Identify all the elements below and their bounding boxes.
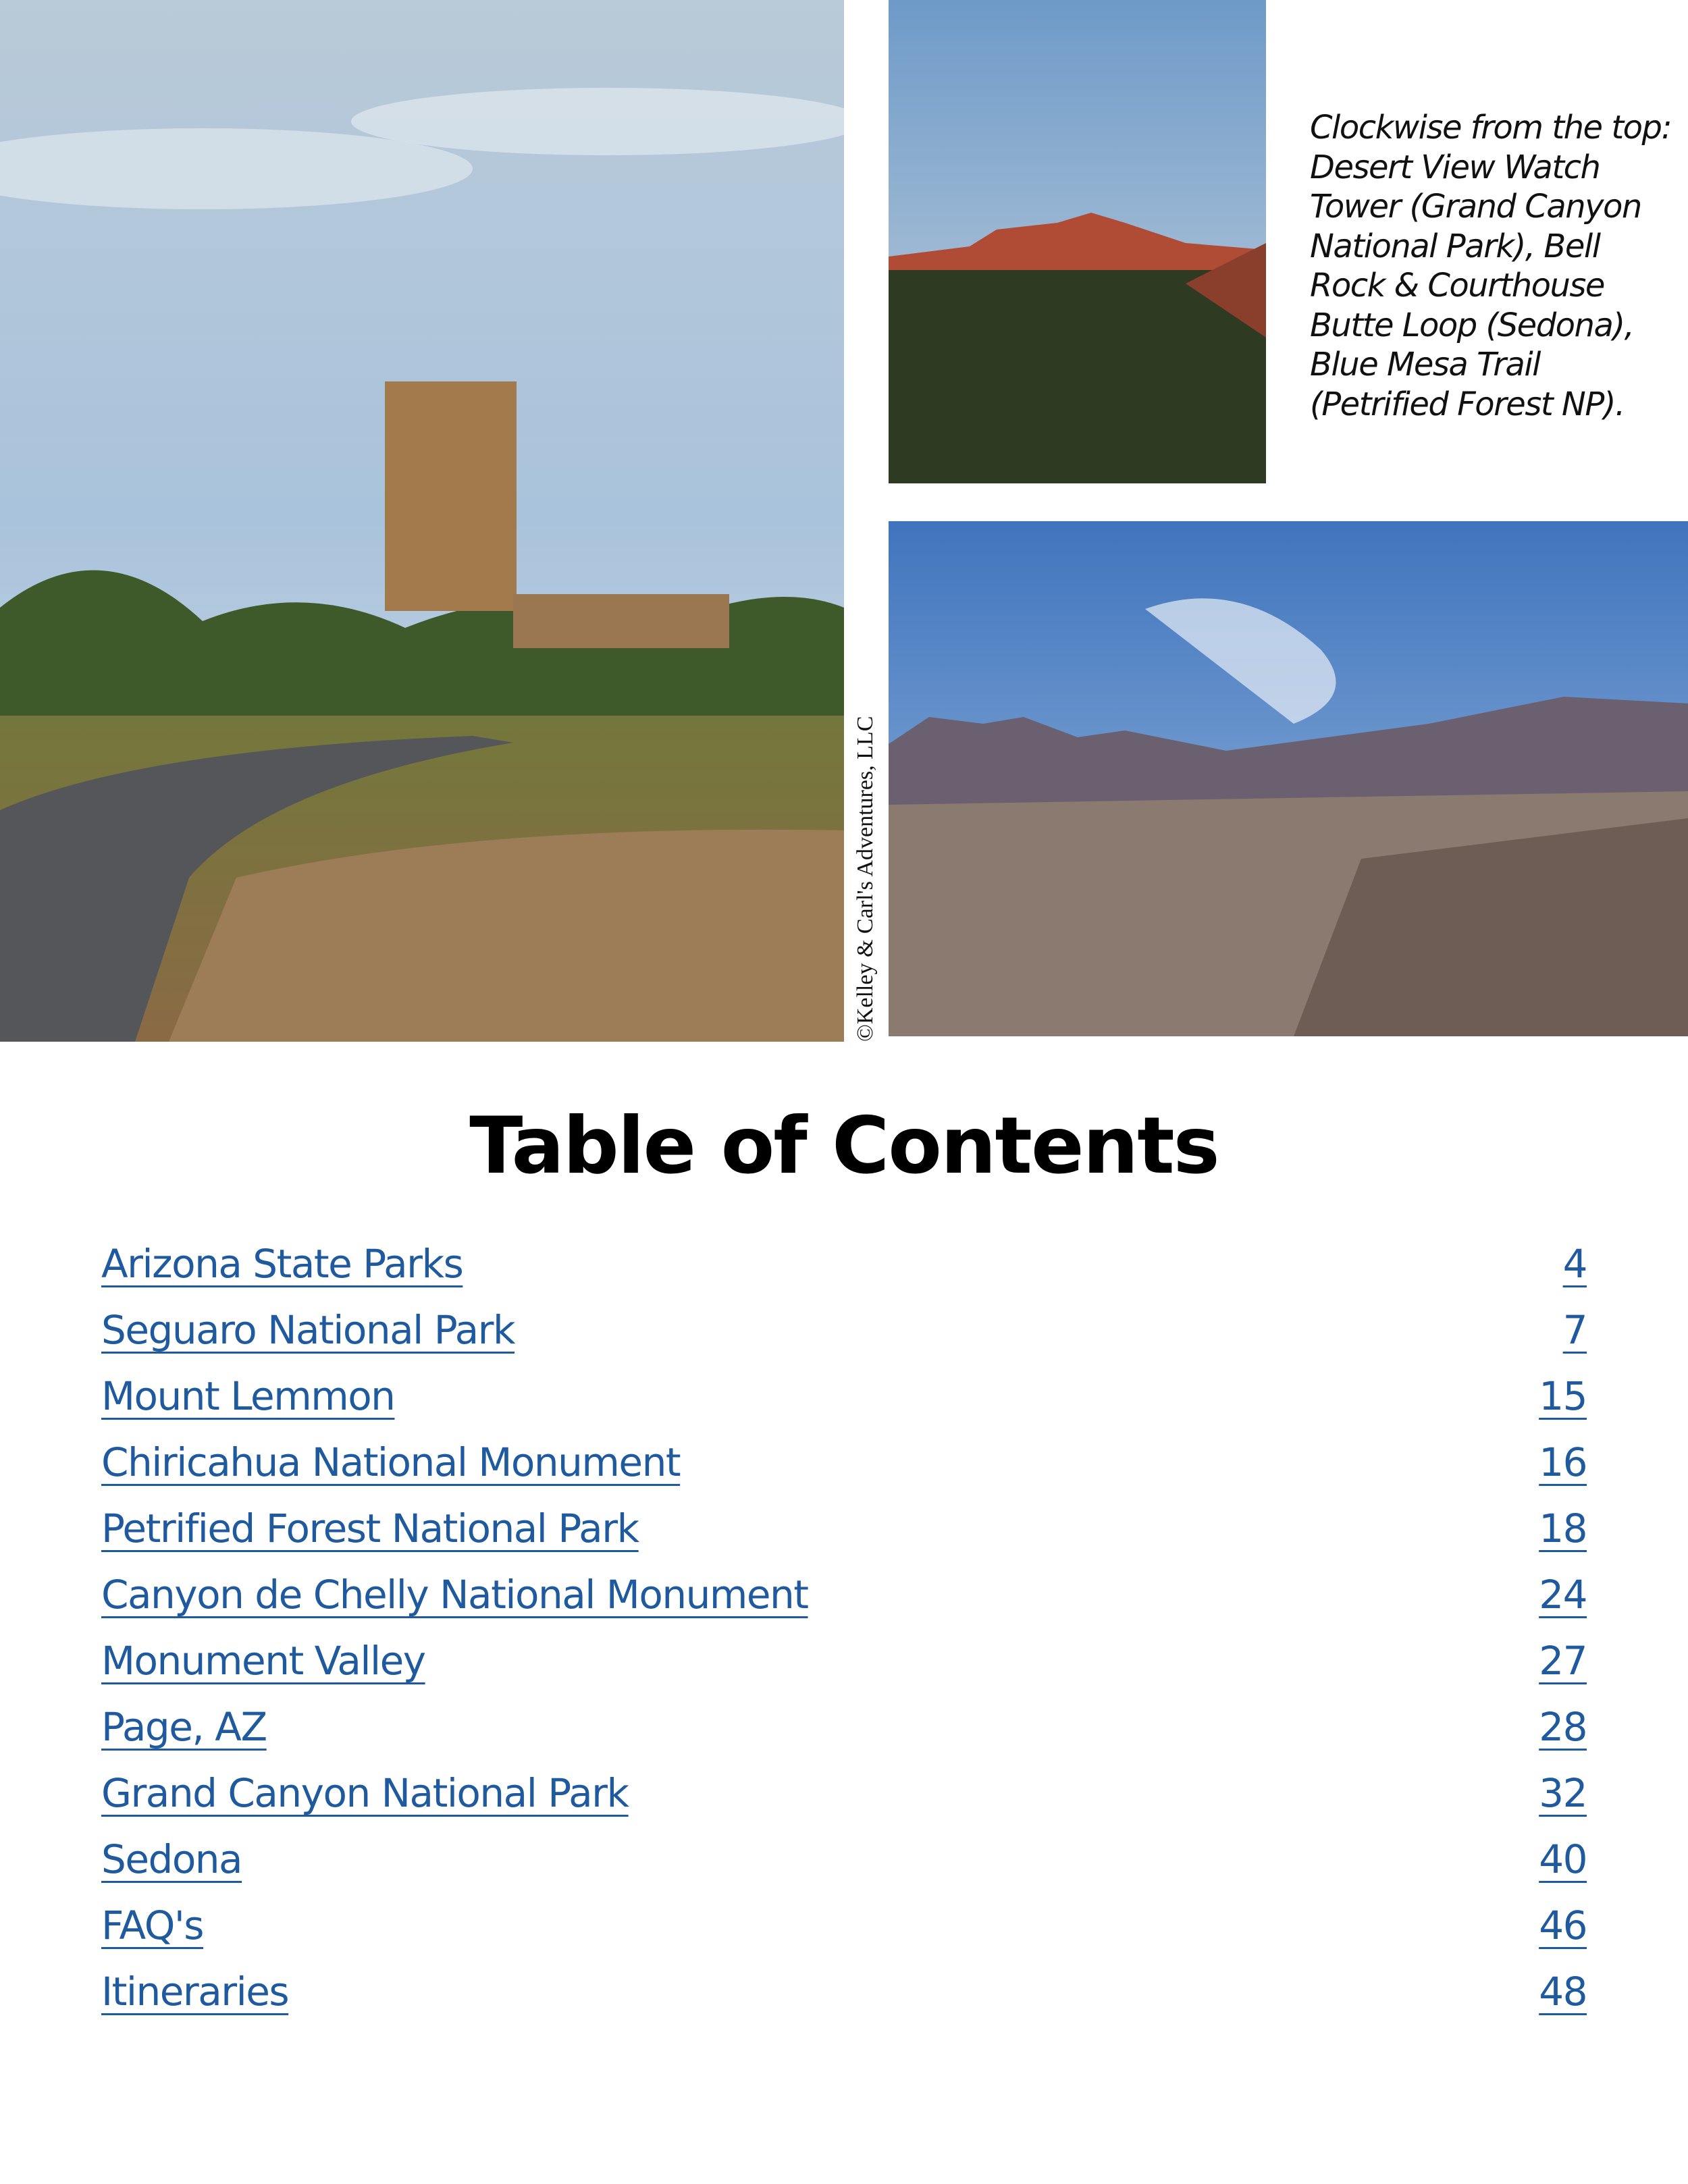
desert-view-watchtower-photo <box>0 0 844 1042</box>
toc-entry <box>101 1638 1587 1704</box>
blue-mesa-trail-photo <box>889 521 1688 1036</box>
toc-page-link[interactable]: 32 <box>1539 1770 1587 1816</box>
toc-page-link[interactable]: 24 <box>1539 1572 1587 1618</box>
toc-page-link[interactable]: 7 <box>1562 1307 1587 1353</box>
toc-link[interactable]: Page, AZ <box>101 1704 267 1750</box>
toc-link[interactable]: Mount Lemmon <box>101 1373 395 1419</box>
toc-entry <box>101 1572 1587 1638</box>
toc-page-link[interactable]: 40 <box>1539 1836 1587 1882</box>
toc-entry <box>101 1439 1587 1506</box>
toc-entry <box>101 1307 1587 1373</box>
toc-link[interactable]: Arizona State Parks <box>101 1241 463 1287</box>
toc-entry <box>101 1241 1587 1307</box>
toc-entry <box>101 1770 1587 1836</box>
toc-link[interactable]: Monument Valley <box>101 1638 425 1684</box>
bell-rock-photo <box>889 0 1266 483</box>
toc-entry <box>101 1704 1587 1770</box>
toc-link[interactable]: Chiricahua National Monument <box>101 1439 681 1485</box>
toc-page-link[interactable]: 48 <box>1539 1969 1587 2015</box>
caption-line: Butte Loop (Sedona), <box>1310 306 1634 344</box>
toc-entry <box>101 1969 1587 2035</box>
caption-line: Rock & Courthouse <box>1310 267 1604 304</box>
caption-line: Blue Mesa Trail <box>1310 346 1541 383</box>
page-title: Table of Contents <box>469 1100 1219 1192</box>
toc-page-link[interactable]: 18 <box>1539 1506 1587 1551</box>
photo-caption <box>1310 108 1674 424</box>
toc-link[interactable]: FAQ's <box>101 1902 204 1948</box>
toc-entry <box>101 1902 1587 1969</box>
photo-credit: ©Kelley & Carl's Adventures, LLC <box>853 716 878 1042</box>
toc-link[interactable]: Seguaro National Park <box>101 1307 515 1353</box>
toc-page-link[interactable]: 46 <box>1539 1902 1587 1948</box>
toc-page-link[interactable]: 16 <box>1539 1439 1587 1485</box>
toc-link[interactable]: Sedona <box>101 1836 242 1882</box>
toc-link[interactable]: Itineraries <box>101 1969 289 2015</box>
toc-link[interactable]: Canyon de Chelly National Monument <box>101 1572 808 1618</box>
table-of-contents <box>101 1241 1587 2035</box>
toc-page-link[interactable]: 4 <box>1562 1241 1587 1287</box>
caption-line: Desert View Watch <box>1310 148 1600 186</box>
toc-page-link[interactable]: 27 <box>1539 1638 1587 1684</box>
toc-entry <box>101 1373 1587 1439</box>
toc-page-link[interactable]: 28 <box>1539 1704 1587 1750</box>
caption-line: National Park), Bell <box>1310 227 1600 265</box>
toc-entry <box>101 1836 1587 1902</box>
toc-entry <box>101 1506 1587 1572</box>
caption-line: Clockwise from the top: <box>1310 109 1672 147</box>
caption-line: (Petrified Forest NP). <box>1310 385 1625 423</box>
toc-link[interactable]: Petrified Forest National Park <box>101 1506 639 1551</box>
toc-page-link[interactable]: 15 <box>1539 1373 1587 1419</box>
toc-link[interactable]: Grand Canyon National Park <box>101 1770 629 1816</box>
caption-line: Tower (Grand Canyon <box>1310 188 1641 225</box>
